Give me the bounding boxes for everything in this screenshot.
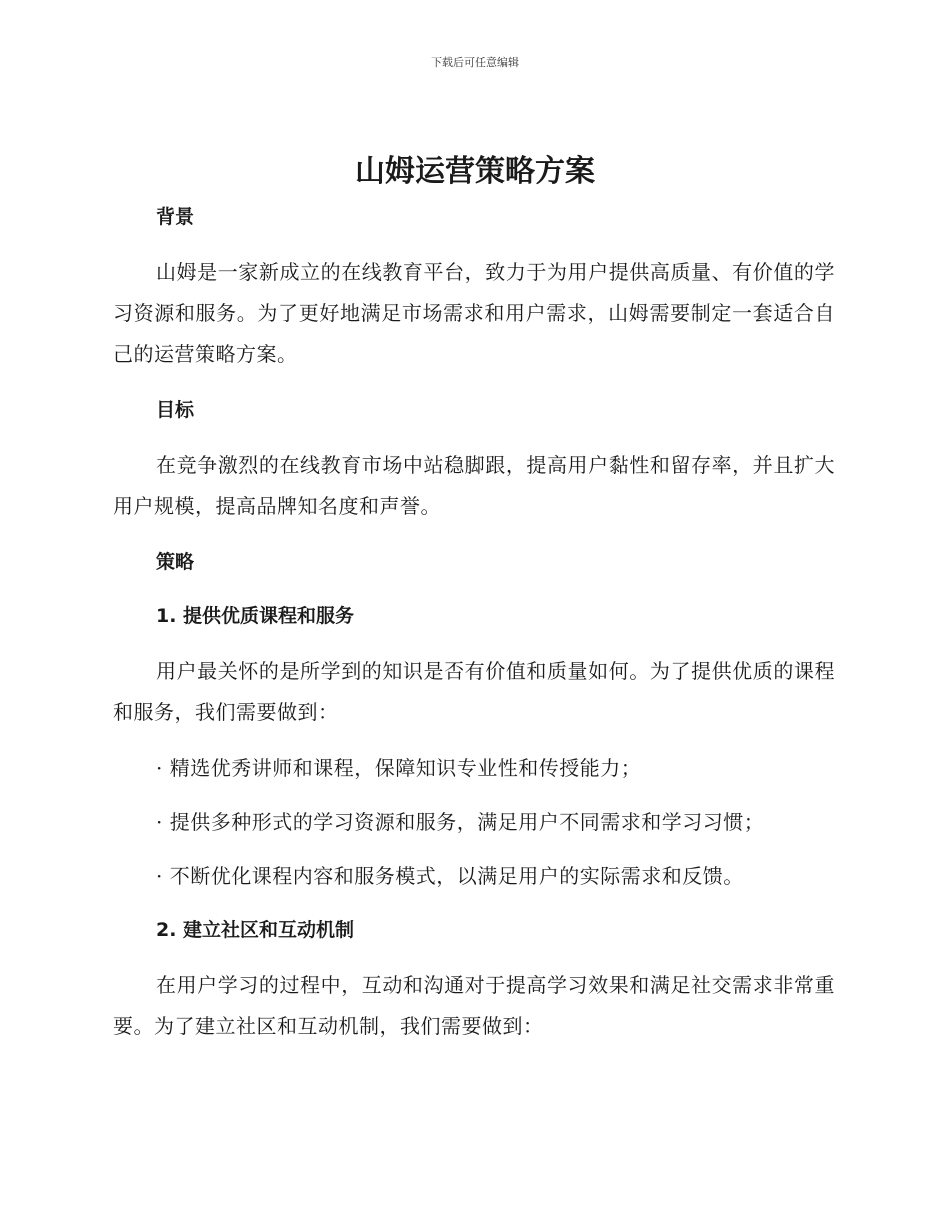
heading-strategy-1: 1. 提供优质课程和服务 xyxy=(156,605,355,627)
heading-strategy-2: 2. 建立社区和互动机制 xyxy=(156,919,355,941)
bullet-item: · 不断优化课程内容和服务模式，以满足用户的实际需求和反馈。 xyxy=(156,864,744,888)
paragraph-background: 山姆是一家新成立的在线教育平台，致力于为用户提供高质量、有价值的学习资源和服务。为了更好地满足市场需求和用户需求，山姆需要制定一套适合自己的运营策略方案。 xyxy=(113,260,835,366)
paragraph-strategy-2: 在用户学习的过程中，互动和沟通对于提高学习效果和满足社交需求非常重要。为了建立社区和互动机制，我们需要做到： xyxy=(113,973,835,1038)
paragraph-strategy-1: 用户最关怀的是所学到的知识是否有价值和质量如何。为了提供优质的课程和服务，我们需要做到： xyxy=(113,659,835,724)
document-body xyxy=(113,200,835,1047)
header-note: 下载后可任意编辑 xyxy=(431,56,519,69)
document-title: 山姆运营策略方案 xyxy=(355,154,595,189)
bullet-item: · 精选优秀讲师和课程，保障知识专业性和传授能力； xyxy=(156,756,642,780)
heading-goal: 目标 xyxy=(156,399,195,421)
heading-strategy: 策略 xyxy=(156,551,195,573)
paragraph-goal: 在竞争激烈的在线教育市场中站稳脚跟，提高用户黏性和留存率，并且扩大用户规模，提高品牌知名度和声誉。 xyxy=(113,453,835,518)
heading-background: 背景 xyxy=(156,206,195,228)
bullet-item: · 提供多种形式的学习资源和服务，满足用户不同需求和学习习惯； xyxy=(156,810,765,834)
